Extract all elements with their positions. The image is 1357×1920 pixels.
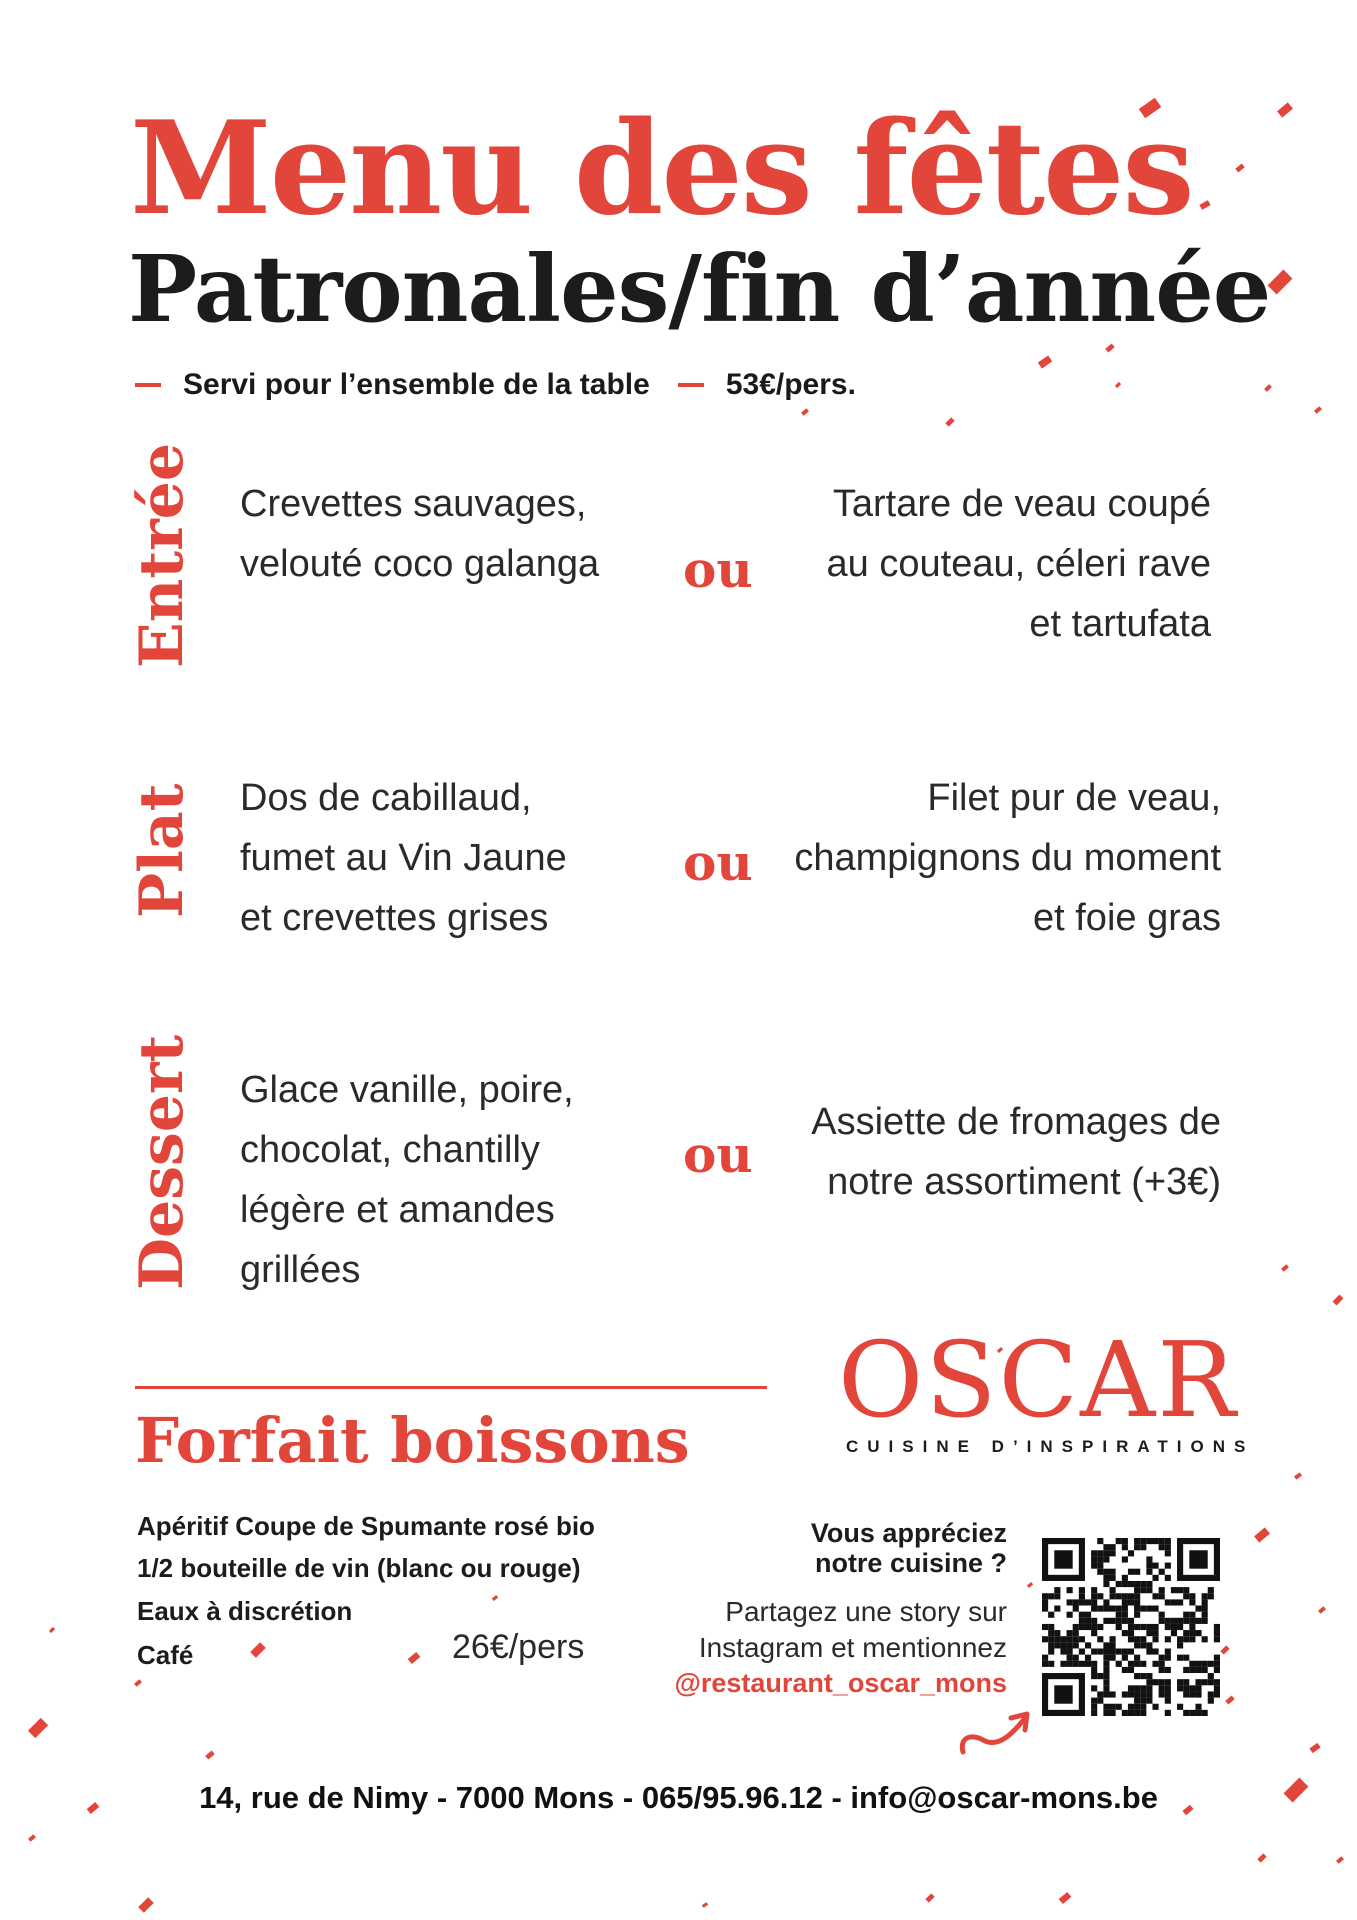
dish-dessert-option-2 <box>811 1092 1221 1212</box>
confetti-piece <box>1235 163 1245 172</box>
confetti-piece <box>205 1750 215 1759</box>
or-connector: ou <box>683 833 753 892</box>
menu-title: Menu des fêtes <box>130 94 1193 244</box>
confetti-piece <box>1294 1472 1302 1479</box>
dish-entree-option-1 <box>240 474 599 594</box>
dish-entree-option-2 <box>827 474 1211 654</box>
confetti-piece <box>408 1652 421 1664</box>
confetti-piece <box>1105 343 1115 352</box>
confetti-piece <box>1059 1892 1072 1904</box>
dish-line: champignons du moment <box>794 837 1221 879</box>
confetti-piece <box>1333 1295 1344 1306</box>
confetti-piece <box>1268 270 1293 295</box>
confetti-piece <box>1225 1695 1235 1704</box>
confetti-piece <box>1281 1264 1289 1272</box>
confetti-piece <box>492 1595 498 1601</box>
dish-line: et crevettes grises <box>240 897 549 939</box>
confetti-piece <box>1309 1743 1320 1753</box>
confetti-piece <box>1254 1527 1270 1542</box>
dish-line: Crevettes sauvages, <box>240 483 587 525</box>
course-label-entree: Entrée <box>127 442 197 668</box>
dish-line: chocolat, chantilly <box>240 1129 540 1171</box>
dish-line: Filet pur de veau, <box>927 777 1221 819</box>
confetti-piece <box>1264 384 1272 392</box>
dish-line: légère et amandes <box>240 1189 555 1231</box>
dish-line: et tartufata <box>1029 603 1211 645</box>
course-label-plat: Plat <box>127 783 197 918</box>
confetti-piece <box>1027 1582 1033 1588</box>
or-connector: ou <box>683 540 753 599</box>
service-line <box>135 365 856 405</box>
confetti-piece <box>250 1642 266 1658</box>
drink-item: Café <box>137 1640 194 1670</box>
confetti-piece <box>1336 1856 1344 1864</box>
dish-dessert-option-1 <box>240 1060 574 1300</box>
confetti-piece <box>1277 102 1293 117</box>
menu-price: 53€/pers. <box>725 368 856 401</box>
brand-tagline: CUISINE D’INSPIRATIONS <box>846 1437 1255 1456</box>
confetti-piece <box>1318 1606 1326 1614</box>
dish-line: notre assortiment (+3€) <box>827 1161 1221 1203</box>
confetti-piece <box>138 1897 154 1913</box>
confetti-piece <box>1220 1645 1229 1654</box>
promo-question: Vous appréciez <box>810 1518 1007 1548</box>
contact-footer: 14, rue de Nimy - 7000 Mons - 065/95.96.12 - info@oscar-mons.be <box>199 1780 1158 1815</box>
drink-item: 1/2 bouteille de vin (blanc ou rouge) <box>137 1553 581 1583</box>
or-connector: ou <box>683 1125 753 1184</box>
instagram-handle[interactable]: @restaurant_oscar_mons <box>674 1668 1007 1698</box>
confetti-piece <box>134 1679 142 1687</box>
drink-item: Eaux à discrétion <box>137 1596 353 1626</box>
confetti-piece <box>1257 1853 1266 1862</box>
dish-line: et foie gras <box>1033 897 1221 939</box>
confetti-piece <box>702 1902 708 1908</box>
confetti-piece <box>1038 355 1052 368</box>
section-divider <box>135 1386 767 1389</box>
dish-line: grillées <box>240 1249 361 1291</box>
confetti-piece <box>1199 200 1210 210</box>
promo-text: Partagez une story sur <box>725 1596 1007 1627</box>
dish-plat-option-2 <box>794 768 1221 948</box>
dash-divider <box>678 383 704 387</box>
brand-logo: OSCAR <box>838 1319 1238 1441</box>
dish-line: Assiette de fromages de <box>811 1101 1221 1143</box>
drinks-price: 26€/pers <box>452 1628 585 1666</box>
dish-line: au couteau, céleri rave <box>826 543 1211 585</box>
served-note: Servi pour l’ensemble de la table <box>183 368 650 401</box>
confetti-piece <box>28 1718 48 1738</box>
confetti-piece <box>1314 406 1322 414</box>
dish-line: velouté coco galanga <box>240 543 600 585</box>
dish-line: Glace vanille, poire, <box>240 1069 574 1111</box>
drink-item: Apéritif Coupe de Spumante rosé bio <box>137 1511 595 1541</box>
course-label-dessert: Dessert <box>127 1034 197 1290</box>
confetti-piece <box>28 1834 36 1842</box>
dish-line: Dos de cabillaud, <box>240 777 532 819</box>
promo-text: Instagram et mentionnez <box>698 1632 1007 1663</box>
confetti-piece <box>925 1893 934 1902</box>
promo-question: notre cuisine ? <box>814 1548 1007 1578</box>
qr-code-icon[interactable] <box>1042 1538 1220 1716</box>
confetti-piece <box>801 408 809 416</box>
drinks-title: Forfait boissons <box>135 1404 690 1477</box>
confetti-piece <box>1115 382 1121 388</box>
dish-plat-option-1 <box>240 768 567 948</box>
menu-subtitle: Patronales/fin d’année <box>128 235 1271 343</box>
dash-divider <box>135 383 161 387</box>
confetti-piece <box>49 1627 55 1633</box>
confetti-piece <box>945 417 954 426</box>
dish-line: fumet au Vin Jaune <box>240 837 567 879</box>
dish-line: Tartare de veau coupé <box>832 483 1211 525</box>
curved-arrow-icon <box>955 1700 1035 1760</box>
